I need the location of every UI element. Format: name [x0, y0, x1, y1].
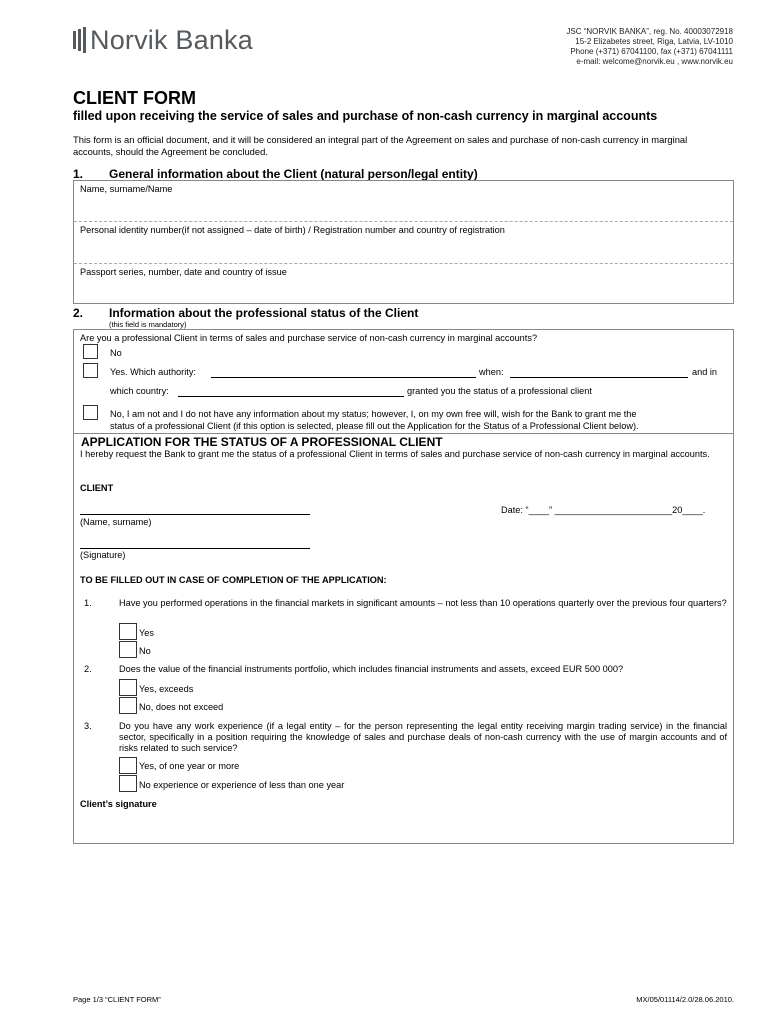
page-title: CLIENT FORM — [73, 88, 196, 108]
client-label: CLIENT — [80, 483, 114, 493]
q3-no-label: No experience or experience of less than one year — [139, 780, 345, 790]
application-title: APPLICATION FOR THE STATUS OF A PROFESSIONAL CLIENT — [81, 435, 443, 449]
company-line: Phone (+371) 67041100, fax (+371) 67041111 — [570, 47, 733, 56]
name-surname-label: (Name, surname) — [80, 517, 152, 527]
q1-text: Have you performed operations in the financial markets in significant amounts – not less than 10 operations quarterly over the previous four quarters? — [119, 598, 727, 608]
bank-logo-mark-icon — [73, 27, 87, 53]
q3-text: Do you have any work experience (if a legal entity – for the person representing the legal entity receiving margin trading service) in the financial sector, specifically in a position requiring the knowledge of sales and purchase deals of non-cash currency with the use of margin accounts and of risks related to such service? — [119, 721, 727, 753]
section2-heading — [73, 306, 733, 321]
company-line: JSC “NORVIK BANKA”, reg. No. 40003072918 — [566, 27, 733, 36]
footer-document-code: MX/05/01114/2.0/28.06.2010. — [636, 995, 734, 1004]
yes-checkbox[interactable] — [83, 363, 98, 378]
application-request: I hereby request the Bank to grant me the status of a professional Client in terms of sales and purchase service of non-cash currency in marginal accounts. — [80, 449, 710, 459]
personal-id-field-label: Personal identity number(if not assigned – date of birth) / Registration number and country of registration — [80, 225, 505, 235]
mandatory-note: (this field is mandatory) — [109, 320, 187, 329]
date-field[interactable]: Date: “____” _______________________20____. — [501, 505, 706, 515]
q2-no-label: No, does not exceed — [139, 702, 224, 712]
bank-logo — [73, 26, 253, 54]
no-info-label-line2: status of a professional Client (if this option is selected, please fill out the Application for the Status of a Professional Client below). — [110, 421, 639, 431]
q2-number: 2. — [84, 664, 92, 674]
page-subtitle: filled upon receiving the service of sales and purchase of non-cash currency in marginal accounts — [73, 109, 658, 123]
logo-text: Norvik Banka — [90, 25, 253, 55]
company-details — [566, 27, 733, 67]
client-signature-area[interactable] — [80, 812, 725, 840]
signature-label: (Signature) — [80, 550, 126, 560]
no-info-checkbox[interactable] — [83, 405, 98, 420]
client-signature-label: Client’s signature — [80, 799, 157, 809]
q1-no-checkbox[interactable] — [119, 641, 137, 658]
no-checkbox[interactable] — [83, 344, 98, 359]
professional-question: Are you a professional Client in terms of sales and purchase service of non-cash currency in marginal accounts? — [80, 333, 538, 343]
q3-yes-checkbox[interactable] — [119, 757, 137, 774]
section1-title: General information about the Client (natural person/legal entity) — [109, 167, 478, 181]
when-label: when: — [479, 367, 504, 377]
no-option-label: No — [110, 348, 122, 358]
company-line: 15-2 Elizabetes street, Riga, Latvia, LV-1010 — [575, 37, 733, 46]
q2-yes-label: Yes, exceeds — [139, 684, 194, 694]
signature-input[interactable] — [80, 548, 310, 549]
passport-field-label: Passport series, number, date and country of issue — [80, 267, 287, 277]
country-input[interactable] — [178, 396, 404, 397]
q3-yes-label: Yes, of one year or more — [139, 761, 240, 771]
footer-page-info: Page 1/3 “CLIENT FORM” — [73, 995, 161, 1004]
granted-text: granted you the status of a professional client — [407, 386, 592, 396]
authority-input[interactable] — [211, 377, 476, 378]
name-field-label: Name, surname/Name — [80, 184, 173, 194]
passport-field[interactable] — [74, 264, 733, 303]
section2-number: 2. — [73, 306, 84, 320]
name-surname-input[interactable] — [80, 514, 310, 515]
application-divider — [74, 433, 733, 434]
company-line: e-mail: welcome@norvik.eu , www.norvik.eu — [576, 57, 733, 66]
q2-yes-checkbox[interactable] — [119, 679, 137, 696]
intro-text: This form is an official document, and it will be considered an integral part of the Agreement on sales and purchase of non-cash currency in marginal accounts, should the Agreement be concluded. — [73, 134, 688, 157]
section1-box — [73, 180, 734, 304]
and-in-label: and in — [692, 367, 718, 377]
q1-number: 1. — [84, 598, 92, 608]
fill-out-heading: TO BE FILLED OUT IN CASE OF COMPLETION OF THE APPLICATION: — [80, 575, 387, 585]
personal-id-field[interactable] — [74, 222, 733, 264]
q1-yes-label: Yes — [139, 628, 154, 638]
q3-number: 3. — [84, 721, 92, 731]
yes-authority-label: Yes. Which authority: — [110, 367, 196, 377]
q2-text: Does the value of the financial instruments portfolio, which includes financial instruments and assets, exceed EUR 500 000? — [119, 664, 624, 674]
no-info-label-line1: No, I am not and I do not have any information about my status; however, I, on my own free will, wish for the Bank to grant me the — [110, 409, 637, 419]
q2-no-checkbox[interactable] — [119, 697, 137, 714]
section2-box — [73, 329, 734, 844]
q3-no-checkbox[interactable] — [119, 775, 137, 792]
section2-title: Information about the professional status of the Client — [109, 306, 419, 320]
q1-yes-checkbox[interactable] — [119, 623, 137, 640]
name-field[interactable] — [74, 181, 733, 222]
which-country-label: which country: — [110, 386, 169, 396]
q1-no-label: No — [139, 646, 151, 656]
section1-number: 1. — [73, 167, 84, 181]
when-input[interactable] — [510, 377, 688, 378]
